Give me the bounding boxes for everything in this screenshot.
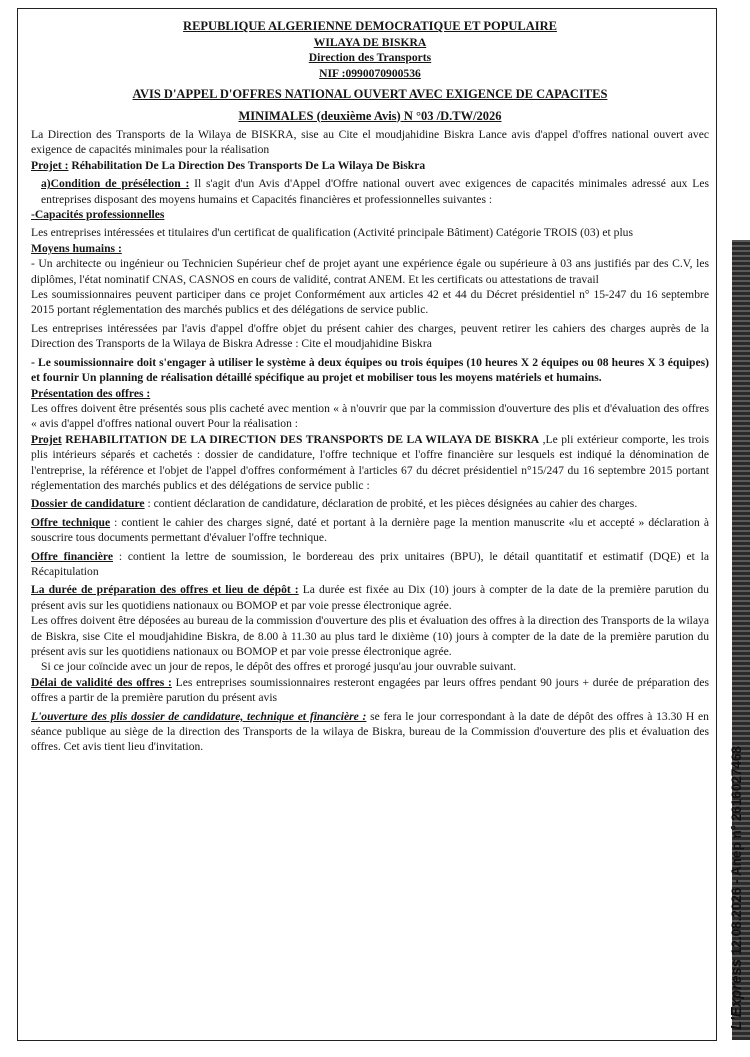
dossier-label: Dossier de candidature	[31, 497, 145, 511]
ouverture-label: L'ouverture des plis dossier de candidature, technique et financière :	[31, 709, 367, 723]
soumissionnaires-paragraph: Les soumissionnaires peuvent participer dans ce projet Conformément aux articles 42 et 44 du Décret présidentiel n° 15-247 du 16 septembre 2015 portant réglementation des marchés publics et des délégations de service public.	[31, 288, 709, 317]
capacites-label: -Capacités professionnelles	[31, 208, 165, 222]
ouverture-paragraph	[31, 709, 709, 755]
offre-financiere-paragraph	[31, 549, 709, 580]
preselection-text: Il s'agit d'un Avis d'Appel d'Offre national ouvert avec exigences de capacités minimales adressé aux Les entreprises disposant des moyens humains et Capacités financières et professionnelles suivantes :	[41, 177, 709, 206]
dossier-paragraph	[31, 496, 709, 511]
duree-paragraph	[31, 582, 709, 613]
offre-technique-text: : contient le cahier des charges signé, daté et portant à la dernière page la mention manuscrite «lu et accepté » déclaration à souscrire tous documents permettant d'évaluer l'offre technique.	[31, 515, 709, 545]
moyens-text: - Un architecte ou ingénieur ou Technicien Supérieur chef de projet ayant une expérience égale ou supérieure à 03 ans justifiés par des C.V, les diplômes, l'état nominatif CNAS, CASNOS en cours de validité, contrat ANEM. Et les certificats ou attestations de travail	[31, 257, 709, 286]
anep-reference: Anep n° 2616027468	[729, 746, 744, 877]
publication-stamp	[728, 746, 745, 1030]
header-republic: REPUBLIQUE ALGERIENNE DEMOCRATIQUE ET POPULAIRE	[183, 19, 557, 33]
projet2-paragraph	[31, 432, 709, 494]
header-wilaya: WILAYA DE BISKRA	[313, 35, 427, 49]
offre-technique-paragraph	[31, 515, 709, 546]
duree-text: La durée est fixée au Dix (10) jours à compter de la date de la première parution du présent avis sur les quotidiens nationaux ou BOMOP et par voie presse électronique agrée.	[31, 583, 709, 612]
capacites-text: Les entreprises intéressées et titulaires d'un certificat de qualification (Activité principale Bâtiment) Catégorie TROIS (03) et plus	[31, 226, 633, 240]
projet-label: Projet :	[31, 158, 69, 172]
dossier-text: : contient déclaration de candidature, déclaration de probité, et les pièces désignées au cahier des charges.	[144, 497, 638, 511]
repos-paragraph: Si ce jour coïncide avec un jour de repos, le dépôt des offres et prorogé jusqu'au jour ouvrable suivant.	[41, 660, 517, 674]
presentation-text: Les offres doivent être présentés sous plis cacheté avec mention « à n'ouvrir que par la commission d'ouverture des plis et d'évaluation des offres « avis d'appel d'offres national ouvert Pour la réalisation :	[31, 401, 709, 431]
header-direction: Direction des Transports	[308, 51, 432, 64]
projet-text: Réhabilitation De La Direction Des Transports De La Wilaya De Biskra	[68, 158, 426, 172]
engagement-paragraph: - Le soumissionnaire doit s'engager à utiliser le système à deux équipes ou trois équipes (10 heures X 2 équipes ou 08 heures X 3 équipes) et fournir Un planning de réalisation détaillé spécifique au projet et mobiliser tous les moyens matériels et humains.	[31, 355, 709, 385]
depot-paragraph: Les offres doivent être déposées au bureau de la commission d'ouverture des plis et évaluation des offres à la direction des Transports de la wilaya de Biskra, sise Cite el moudjahidine Biskra, de 8.00 à 11.30 au plus tard le dixième (10) jours à compter de la date de la première parution du présent avis sur les quotidiens nationaux ou BOMOP et par voie presse électronique agrée.	[31, 614, 709, 658]
preselection-label: a)Condition de présélection :	[41, 177, 190, 191]
validite-text: Les entreprises soumissionnaires resteront engagées par leurs offres pendant 90 jours + durée de préparation des offres a partir de la première parution du présent avis	[31, 675, 709, 705]
validite-paragraph	[31, 675, 709, 706]
newspaper-name: L'Express	[728, 958, 745, 1030]
projet2-text: ,Le pli extérieur comporte, les trois plis intérieurs séparés et cachetés : dossier de candidature, l'offre technique et l'offre financière sur lesquels est indiqué la dénomination de l'entreprise, la référence et l'objet de l'appel d'offres conformément à l'articles 67 du décret présidentiel n°15/247 du 16 septembre 2015 portant réglementation des marchés publics et des délégations de service public :	[31, 432, 709, 492]
offre-financiere-label: Offre financière	[31, 549, 114, 563]
intro-paragraph: La Direction des Transports de la Wilaya de BISKRA, sise au Cite el moudjahidine Biskra Lance avis d'appel d'offres national ouvert avec exigence de capacités minimales pour la réalisation	[31, 128, 709, 157]
projet2-label: Projet	[31, 432, 62, 446]
publication-date: 12.08.2026 -	[729, 876, 744, 959]
projet-line	[31, 158, 709, 173]
duree-label: La durée de préparation des offres et lieu de dépôt :	[31, 583, 299, 597]
preselection-paragraph	[31, 176, 709, 207]
offre-technique-label: Offre technique	[31, 515, 111, 529]
validite-label: Délai de validité des offres :	[31, 675, 172, 689]
notice-title: AVIS D'APPEL D'OFFRES NATIONAL OUVERT AVEC EXIGENCE DE CAPACITES	[132, 87, 608, 101]
presentation-label: Présentation des offres :	[31, 386, 151, 400]
notice-content	[31, 19, 709, 755]
notice-title-number: MINIMALES (deuxième Avis) N °03 /D.TW/2026	[238, 108, 502, 123]
projet2-title: REHABILITATION DE LA DIRECTION DES TRANSPORTS DE LA WILAYA DE BISKRA	[61, 432, 540, 446]
header-nif: NIF :0990070900536	[319, 66, 421, 80]
moyens-label: Moyens humains :	[31, 241, 122, 255]
retrait-paragraph: Les entreprises intéressées par l'avis d'appel d'offre objet du présent cahier des charges, peuvent retirer les cahiers des charges auprès de la Direction des Transports de la Wilaya de Biskra Adresse : Cite el moudjahidine Biskra	[31, 321, 709, 351]
ouverture-text: se fera le jour correspondant à la date de dépôt des offres à 13.30 H en séance publique au siège de la direction des Transports de la wilaya de Biskra, bureau de la Commission d'ouverture des plis et évaluation des offres. Cet avis tient lieu d'invitation.	[31, 709, 709, 754]
offre-financiere-text: : contient la lettre de soumission, le bordereau des prix unitaires (BPU), le détail quantitatif et estimatif (DQE) et la Récapitulation	[31, 549, 709, 578]
